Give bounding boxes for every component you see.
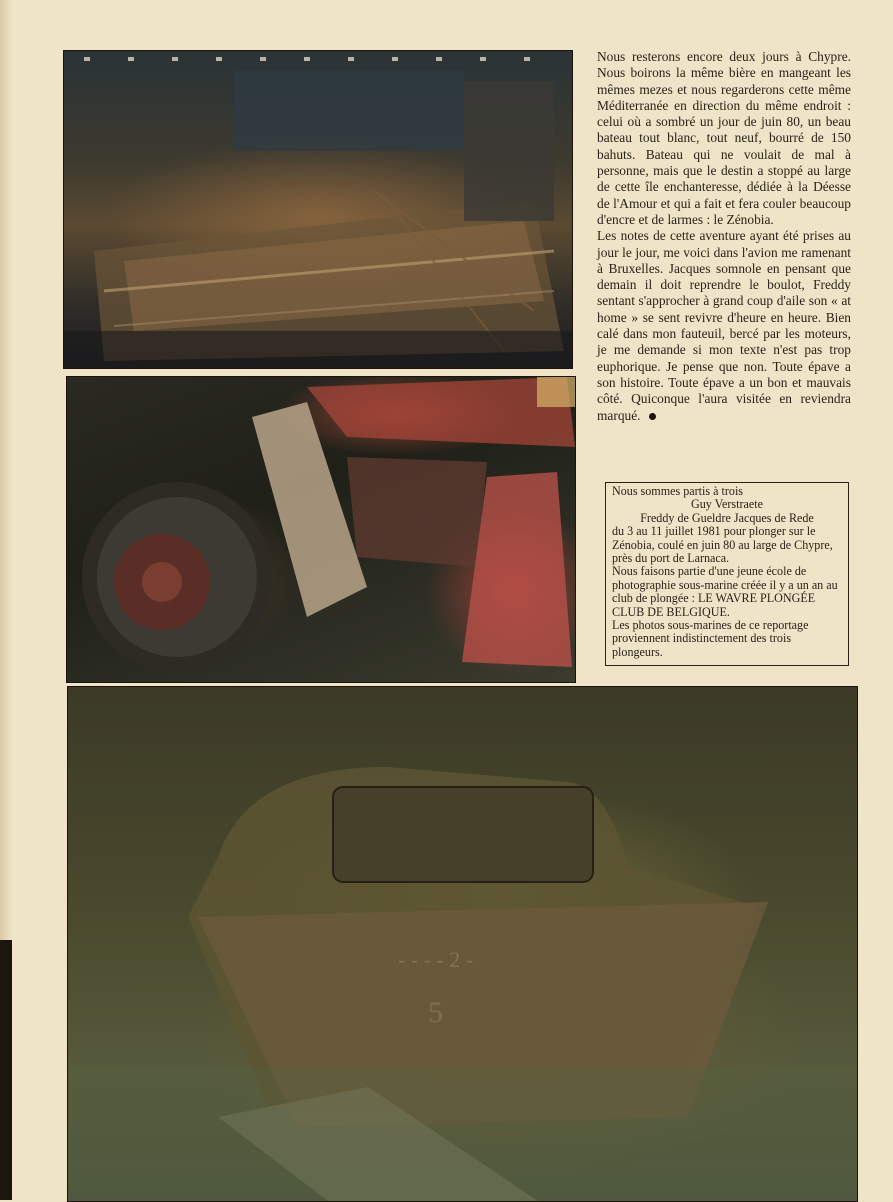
article-paragraph: Nous resterons encore deux jours à Chypre. Nous boirons la même bière en mangeant les mêmes mezes et nous regarderons cette même Méditerranée en direction du même endroit : celui où a sombré un jour de juin 80, un beau bateau tout blanc, tout neuf, bourré de 150 bahuts. Bateau qui ne voulait de mal à personne, mais que le destin a stoppé au large de cette île enchanteresse, dédiée à la Déesse de l'Amour et qui a fait et fera couler beaucoup d'encre et de larmes : le Zénobia.: [597, 49, 851, 227]
credits-intro: Nous sommes partis à trois: [612, 484, 744, 498]
photo-truck-wheel-image: [67, 377, 575, 682]
credits-dates: du 3 au 11 juillet 1981 pour plonger sur le Zénobia, coulé en juin 80 au large de Chypre, près du port de Larnaca.: [612, 524, 833, 566]
end-bullet-icon: [649, 413, 656, 420]
photo-truck-wreck-top-image: [64, 51, 572, 368]
article-paragraph-text: Les notes de cette aventure ayant été prises au jour le jour, me voici dans l'avion me ramenant à Bruxelles. Jacques somnole en pensant que demain il doit reprendre le boulot, Freddy sentant s'approcher à grand coup d'aile son « at home » se sent revivre d'heure en heure. Bien calé dans mon fauteuil, bercé par les moteurs, je me demande si mon texte n'est pas trop euphorique. Je pense que non. Toute épave a son histoire. Toute épave a un bon et mauvais côté. Quiconque l'aura visitée en reviendra marqué.: [597, 228, 851, 423]
photo-truck-wreck-top: [63, 50, 573, 369]
credits-diver-names: Freddy de Gueldre Jacques de Rede: [640, 510, 814, 525]
svg-text:- - - - 2 -: - - - - 2 -: [398, 947, 474, 972]
article-body: [597, 49, 851, 424]
binding-shadow: [0, 940, 12, 1200]
credits-club: Nous faisons partie d'une jeune école de photographie sous-marine créée il y a un an au club de plongée : LE WAVRE PLONGÉE CLUB DE BELGIQUE.: [612, 564, 838, 619]
photo-sunken-boat-image: [68, 687, 857, 1201]
photo-truck-wheel: [66, 376, 576, 683]
svg-text:5: 5: [428, 996, 443, 1029]
credits-box: [605, 482, 849, 666]
credits-diver-name: Guy Verstraete: [691, 497, 763, 512]
credits-photos: Les photos sous-marines de ce reportage proviennent indistinctement des trois plongeurs.: [612, 618, 809, 659]
article-paragraph: [597, 228, 851, 424]
photo-sunken-boat: [67, 686, 858, 1202]
